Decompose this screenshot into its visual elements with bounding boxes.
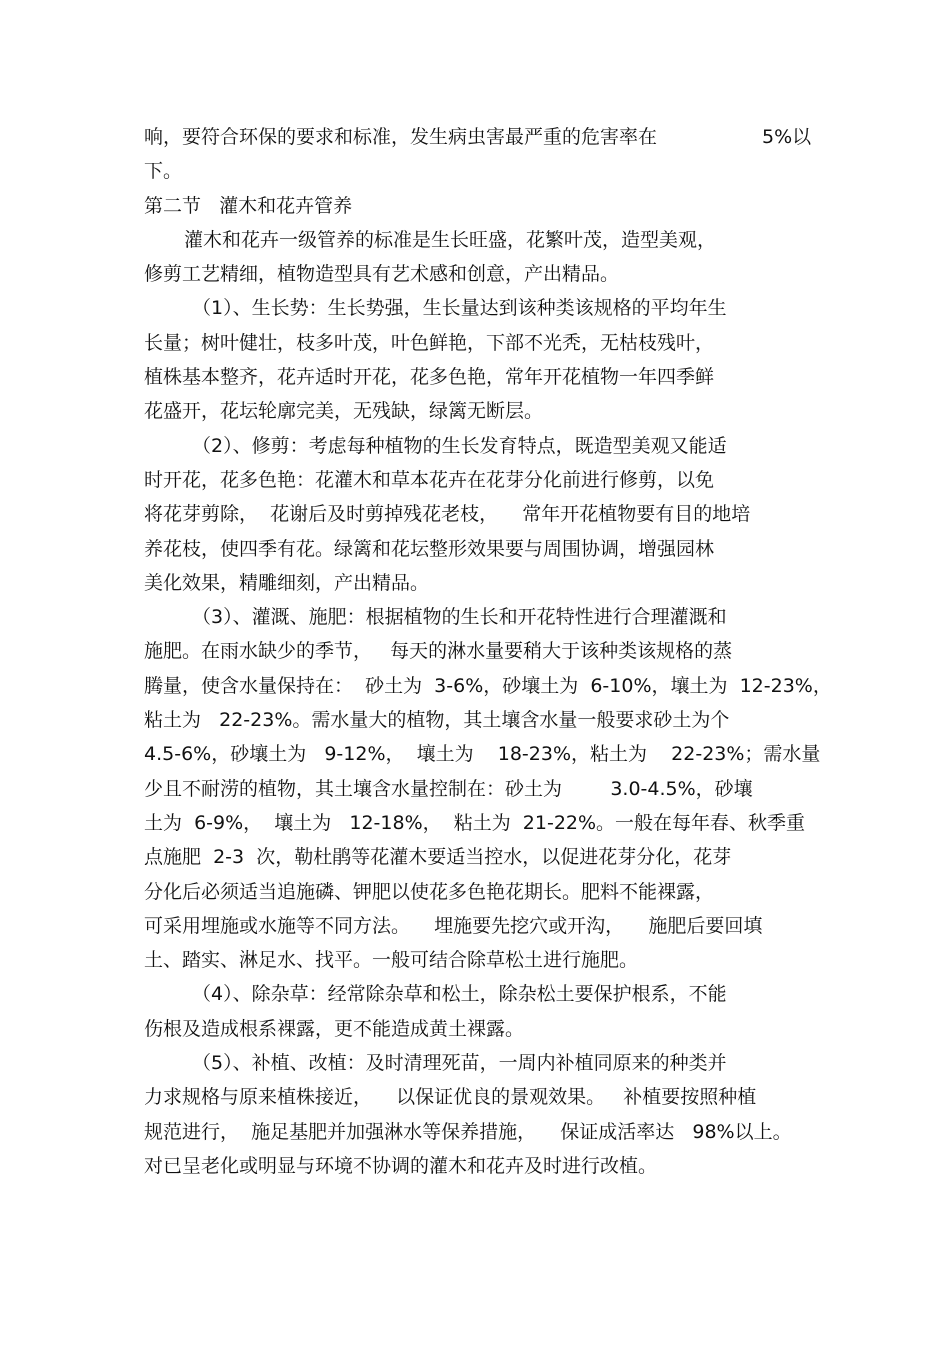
text-line: 美化效果，精雕细刻，产出精品。 [144, 571, 430, 594]
text-line: （4）、除杂草：经常除杂草和松土，除杂松土要保护根系，不能 [192, 983, 727, 1006]
text-line: 4.5-6%，砂壤土为 9-12%， 壤土为 18-23%，粘土为 22-23%；需水量 [144, 743, 821, 766]
text-line: 伤根及造成根系裸露，更不能造成黄土裸露。 [144, 1017, 525, 1040]
text-line: 施肥。在雨水缺少的季节， 每天的淋水量要稍大于该种类该规格的蒸 [144, 640, 733, 663]
text-line: 腾量，使含水量保持在： 砂土为 3-6%，砂壤土为 6-10%，壤土为 12-23%， [144, 674, 832, 697]
text-line: 可采用埋施或水施等不同方法。 埋施要先挖穴或开沟， 施肥后要回填 [144, 914, 763, 937]
text-line: （3）、灌溉、施肥：根据植物的生长和开花特性进行合理灌溉和 [192, 606, 727, 629]
text-line: 修剪工艺精细，植物造型具有艺术感和创意，产出精品。 [144, 263, 620, 286]
text-line: （2）、修剪：考虑每种植物的生长发育特点，既造型美观又能适 [192, 434, 727, 457]
text-line: 灌木和花卉一级管养的标准是生长旺盛，花繁叶茂，造型美观， [184, 228, 717, 251]
text-line: （5）、补植、改植：及时清理死苗，一周内补植同原来的种类并 [192, 1052, 727, 1075]
document-body [144, 120, 832, 1183]
line-text: 响，要符合环保的要求和标准，发生病虫害最严重的危害率在 [144, 126, 658, 148]
text-line: 分化后必须适当追施磷、钾肥以使花多色艳花期长。肥料不能裸露， [144, 880, 715, 903]
text-line: 力求规格与原来植株接近， 以保证优良的景观效果。 补植要按照种植 [144, 1086, 757, 1109]
text-line: 时开花，花多色艳：花灌木和草本花卉在花芽分化前进行修剪，以免 [144, 468, 715, 491]
text-line: 土为 6-9%， 壤土为 12-18%， 粘土为 21-22%。一般在每年春、秋季重 [144, 811, 806, 834]
section-heading: 第二节 灌木和花卉管养 [144, 194, 353, 217]
line-suffix: 5%以 [762, 126, 812, 148]
text-line: 土、踏实、淋足水、找平。一般可结合除草松土进行施肥。 [144, 949, 639, 972]
text-line: 对已呈老化或明显与环境不协调的灌木和花卉及时进行改植。 [144, 1154, 658, 1177]
text-line: 少且不耐涝的植物，其土壤含水量控制在：砂土为 3.0-4.5%，砂壤 [144, 777, 753, 800]
text-line: 植株基本整齐，花卉适时开花，花多色艳，常年开花植物一年四季鲜 [144, 366, 715, 389]
text-line: 长量；树叶健壮，枝多叶茂，叶色鲜艳，下部不光秃，无枯枝残叶， [144, 331, 715, 354]
text-line: 将花芽剪除， 花谢后及时剪掉残花老枝， 常年开花植物要有目的地培 [144, 503, 751, 526]
text-line: （1）、生长势：生长势强，生长量达到该种类该规格的平均年生 [192, 297, 727, 320]
text-line: 规范进行， 施足基肥并加强淋水等保养措施， 保证成活率达 98%以上。 [144, 1120, 792, 1143]
text-line: 下。 [144, 160, 183, 183]
text-line: 粘土为 22-23%。需水量大的植物，其土壤含水量一般要求砂土为个 [144, 709, 730, 732]
text-line [144, 120, 816, 154]
text-line: 养花枝，使四季有花。绿篱和花坛整形效果要与周围协调，增强园林 [144, 537, 715, 560]
text-line: 点施肥 2-3 次，勒杜鹃等花灌木要适当控水，以促进花芽分化，花芽 [144, 846, 732, 869]
text-line: 花盛开，花坛轮廓完美，无残缺，绿篱无断层。 [144, 400, 544, 423]
